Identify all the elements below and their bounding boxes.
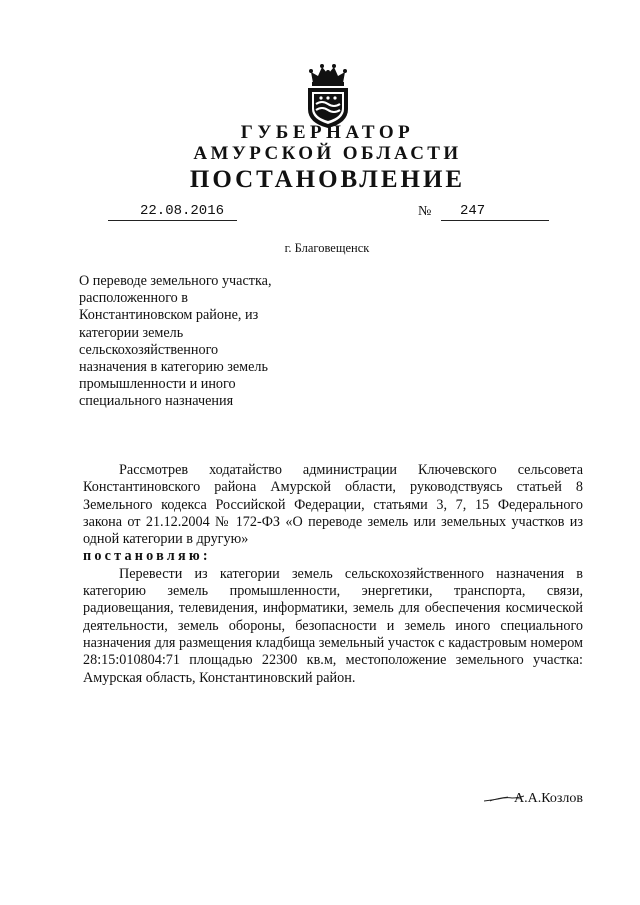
city-line: г. Благовещенск [284, 241, 370, 255]
signature-name: А.А.Козлов [514, 791, 583, 806]
title-line: назначения в категорию земель [79, 359, 268, 376]
date-underline [108, 220, 237, 221]
coat-of-arms-icon [301, 63, 355, 129]
decree-number: 247 [460, 203, 486, 219]
title-line: категории земель [79, 324, 184, 341]
title-line: сельскохозяйственного [79, 341, 219, 358]
decree-title [79, 273, 319, 411]
title-line: промышленности и иного [79, 376, 236, 393]
resolution-keyword: постановляю: [83, 548, 211, 565]
title-line: Константиновском районе, из [79, 307, 259, 324]
preamble-paragraph: Рассмотрев ходатайство администрации Ключевского сельсовета Константиновского района Амурской области, руководствуясь статьей 8 Земельного кодекса Российской Федерации, статьями 3, 7, 15 Федерального закона от 21.12.2004 № 172-ФЗ «О переводе земель или земельных участков из одной категории в другую» [83, 462, 583, 548]
title-line: специального назначения [79, 393, 234, 410]
header-region: АМУРСКОЙ ОБЛАСТИ [193, 143, 462, 164]
decree-date: 22.08.2016 [140, 203, 225, 219]
number-underline [441, 220, 549, 221]
document-type-title: ПОСТАНОВЛЕНИЕ [189, 166, 466, 193]
header-governor: ГУБЕРНАТОР [240, 122, 415, 143]
decree-paragraph: Перевести из категории земель сельскохозяйственного назначения в категорию земель промышленности, энергетики, транспорта, связи, радиовещания, телевидения, информатики, земель для обеспечения космической деятельности, земель обороны, безопасности и земель иного специального назначения для размещения кладбища земельный участок с кадастровым номером 28:15:010804:71 площадью 22300 кв.м, местоположение земельного участка: Амурская область, Константиновский район. [83, 565, 583, 686]
decree-body [83, 462, 583, 687]
title-line: О переводе земельного участка, [79, 273, 272, 289]
title-line: расположенного в [79, 290, 189, 307]
number-label: № [418, 204, 432, 219]
